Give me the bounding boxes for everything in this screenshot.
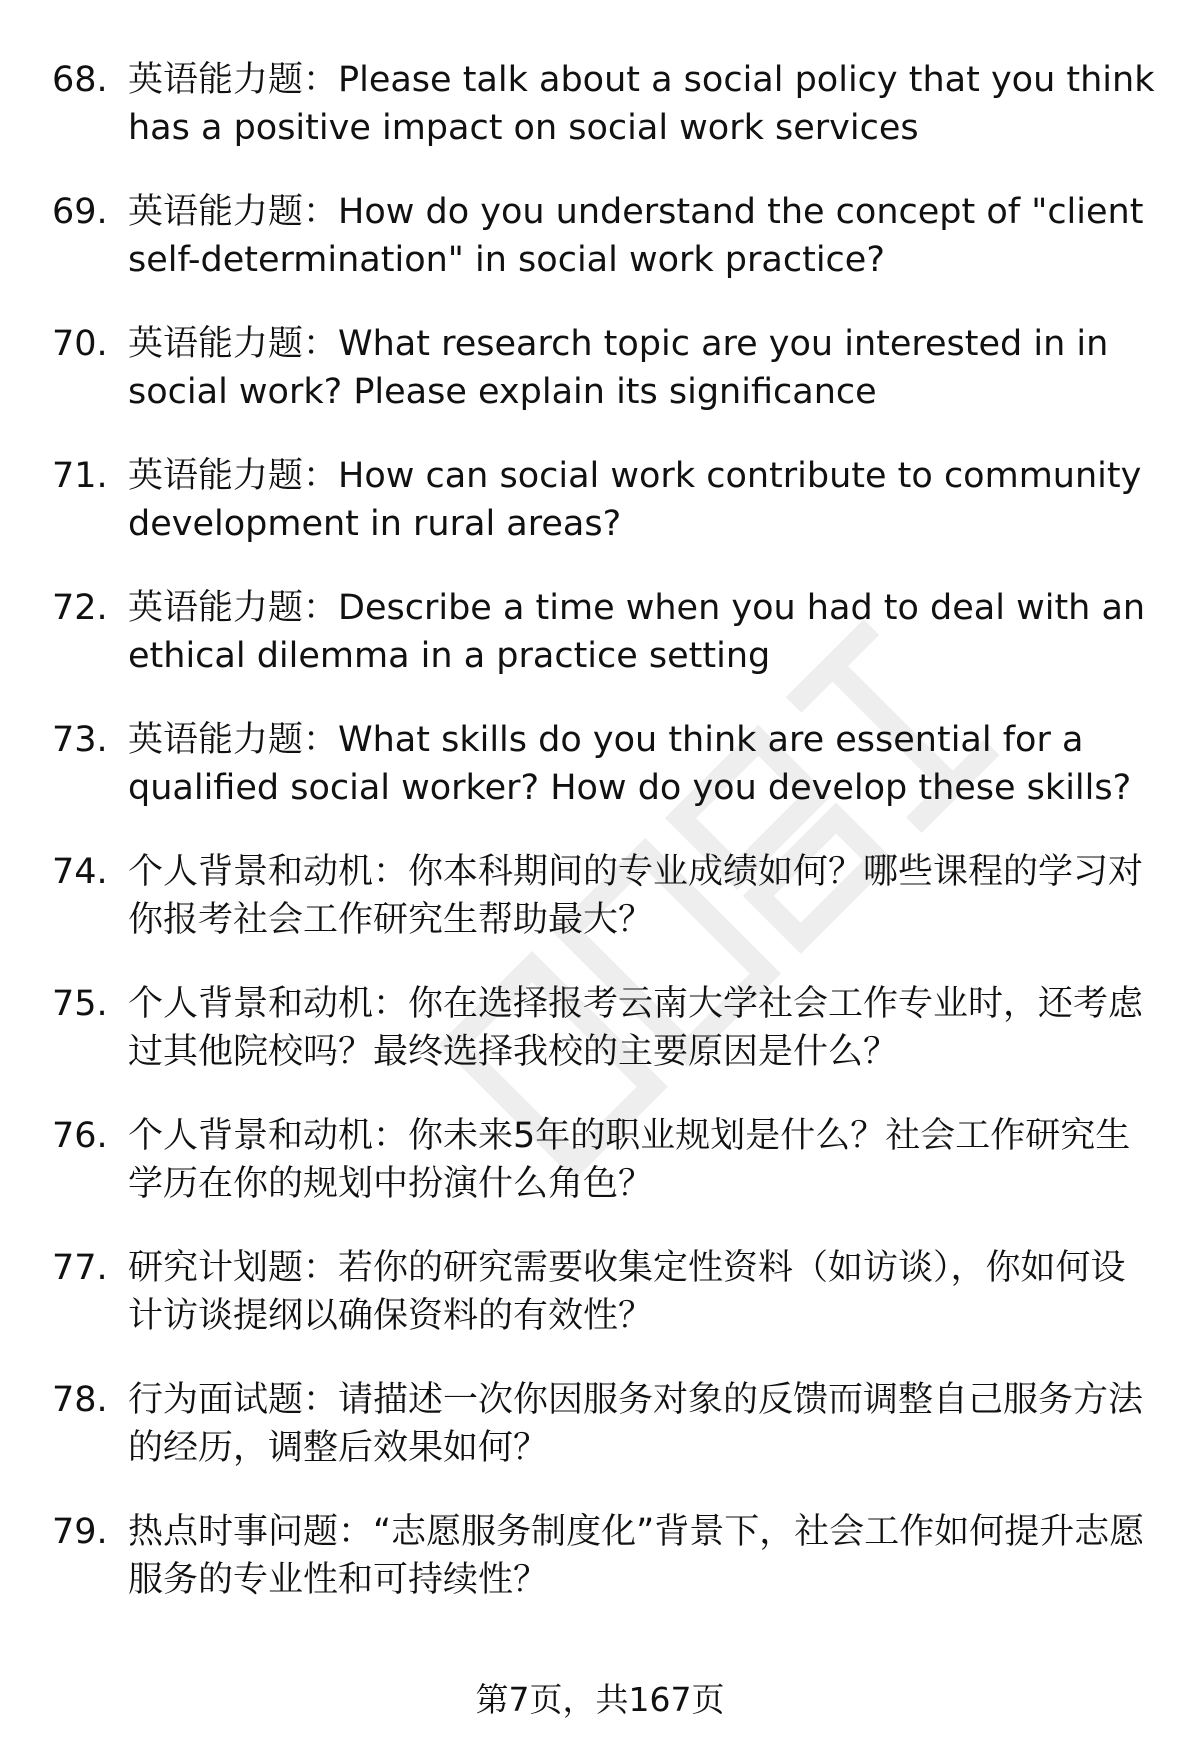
question-number: 78. (52, 1380, 108, 1420)
question-text: 个人背景和动机：你未来5年的职业规划是什么？社会工作研究生学历在你的规划中扮演什么角色？ (128, 1116, 1131, 1204)
question-number: 79. (52, 1512, 108, 1552)
question-list (0, 56, 1200, 1640)
question-text: 英语能力题：What research topic are you interested in in social work? Please explain its significance (128, 324, 1109, 412)
question-text: 英语能力题：Describe a time when you had to deal with an ethical dilemma in a practice setting (128, 588, 1146, 676)
list-item (0, 1244, 1200, 1376)
list-item (0, 1112, 1200, 1244)
list-item (0, 1376, 1200, 1508)
list-item (0, 452, 1200, 584)
question-number: 68. (52, 60, 108, 100)
question-number: 74. (52, 852, 108, 892)
question-text: 研究计划题：若你的研究需要收集定性资料（如访谈），你如何设计访谈提纲以确保资料的有效性？ (128, 1248, 1126, 1336)
question-text: 英语能力题：How do you understand the concept of "client self-determination" in social work practice? (128, 192, 1144, 280)
question-text: 个人背景和动机：你在选择报考云南大学社会工作专业时，还考虑过其他院校吗？最终选择我校的主要原因是什么？ (128, 984, 1144, 1072)
list-item (0, 320, 1200, 452)
question-text: 热点时事问题：“志愿服务制度化”背景下，社会工作如何提升志愿服务的专业性和可持续性？ (128, 1512, 1145, 1600)
page-number-label: 第7页，共167页 (475, 1680, 725, 1719)
list-item (0, 1508, 1200, 1640)
list-item (0, 188, 1200, 320)
question-number: 69. (52, 192, 108, 232)
page-footer (0, 1678, 1200, 1722)
question-number: 71. (52, 456, 108, 496)
question-text: 英语能力题：How can social work contribute to community development in rural areas? (128, 456, 1142, 544)
list-item (0, 584, 1200, 716)
list-item (0, 56, 1200, 188)
list-item (0, 848, 1200, 980)
question-number: 77. (52, 1248, 108, 1288)
question-number: 76. (52, 1116, 108, 1156)
question-text: 行为面试题：请描述一次你因服务对象的反馈而调整自己服务方法的经历，调整后效果如何？ (128, 1380, 1144, 1468)
question-number: 72. (52, 588, 108, 628)
question-text: 个人背景和动机：你本科期间的专业成绩如何？哪些课程的学习对你报考社会工作研究生帮助最大？ (128, 852, 1144, 940)
question-text: 英语能力题：Please talk about a social policy that you think has a positive impact on social work services (128, 60, 1155, 148)
question-number: 73. (52, 720, 108, 760)
question-number: 75. (52, 984, 108, 1024)
question-text: 英语能力题：What skills do you think are essential for a qualified social worker? How do you develop these skills? (128, 720, 1132, 808)
list-item (0, 716, 1200, 848)
question-number: 70. (52, 324, 108, 364)
list-item (0, 980, 1200, 1112)
